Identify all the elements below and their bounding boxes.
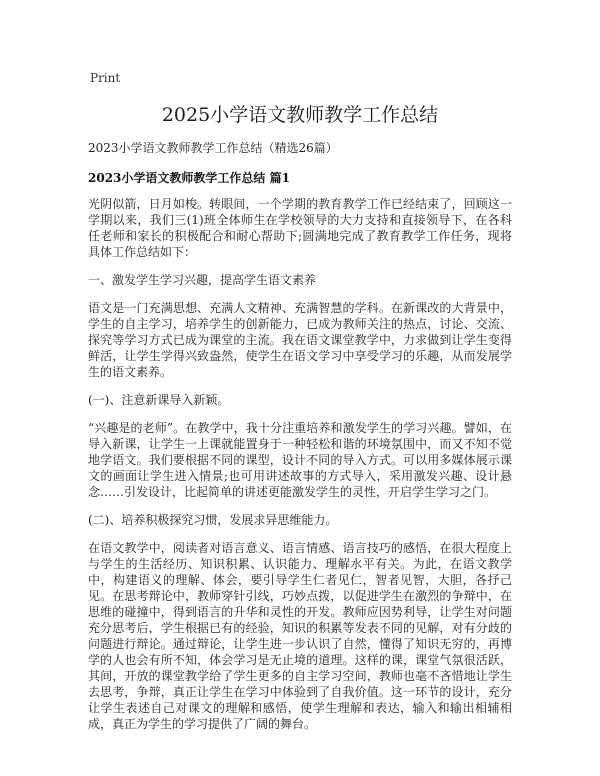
section-heading: 2023小学语文教师教学工作总结 篇1	[88, 171, 290, 185]
intro-paragraph: 光阴似箭，日月如梭。转眼间，一个学期的教育教学工作已经结束了，回顾这一学期以来，我们三(1)班全体师生在学校领导的大力支持和直接领导下，在各科任老师和家长的积极配合和耐心帮助下;圆满地完成了教育教学工作任务，现将具体工作总结如下：	[88, 197, 512, 259]
document-title: 2025小学语文教师教学工作总结	[161, 104, 439, 126]
print-link[interactable]: Print	[90, 71, 121, 85]
heading-part-one: 一、激发学生学习兴趣，提高学生语文素养	[88, 273, 317, 287]
subheading-two: (二)、培养积极探究习惯，发展求异思维能力。	[88, 513, 338, 527]
body-paragraph: 语文是一门充满思想、充满人文精神、充满智慧的学科。在新课改的大背景中，学生的自主学习，培养学生的创新能力，已成为教师关注的热点，讨论、交流、探究等学习方式已成为课堂的主流。我在语文课堂教学中，力求做到让学生变得鲜活，让学生学得兴致盎然，使学生在语文学习中享受学习的乐趣，从而发展学生的语文素养。	[88, 301, 512, 379]
subheading-one: (一)、注意新课导入新颖。	[88, 393, 230, 407]
body-paragraph: “兴趣是的老师”。在教学中，我十分注重培养和激发学生的学习兴趣。譬如，在导入新课，让学生一上课就能置身于一种轻松和谐的环境氛围中，而又不知不觉地学语文。我们要根据不同的课型，设计不同的导入方式。可以用多媒体展示课文的画面让学生进入情景;也可用讲述故事的方式导入，采用激发兴趣、设计悬念……引发设计，比起简单的讲述更能激发学生的灵性，开启学生学习之门。	[88, 421, 512, 499]
body-paragraph: 在语文教学中，阅读者对语言意义、语言情感、语言技巧的感悟，在很大程度上与学生的生活经历、知识积累、认识能力、理解水平有关。为此，在语文教学中，构建语义的理解、体会，要引导学生仁者见仁，智者见智，大胆，各抒己见。在思考辩论中，教师穿针引线，巧妙点拨，以促进学生在激烈的争辩中，在思维的碰撞中，得到语言的升华和灵性的开发。教师应因势利导，让学生对问题充分思考后，学生根据已有的经验，知识的积累等发表不同的见解，对有分歧的问题进行辩论。通过辩论，让学生进一步认识了自然，懂得了知识无穷的，再博学的人也会有所不知，体会学习是无止境的道理。这样的课，课堂气氛很活跃，其间，开放的课堂教学给了学生更多的自主学习空间，教师也毫不吝惜地让学生去思考，争辩，真正让学生在学习中体验到了自我价值。这一环节的设计，充分让学生表述自己对课文的理解和感悟，使学生理解和表达，输入和输出相辅相成，真正为学生的学习提供了广阔的舞台。	[88, 541, 512, 731]
document-subtitle: 2023小学语文教师教学工作总结（精选26篇）	[88, 141, 338, 155]
